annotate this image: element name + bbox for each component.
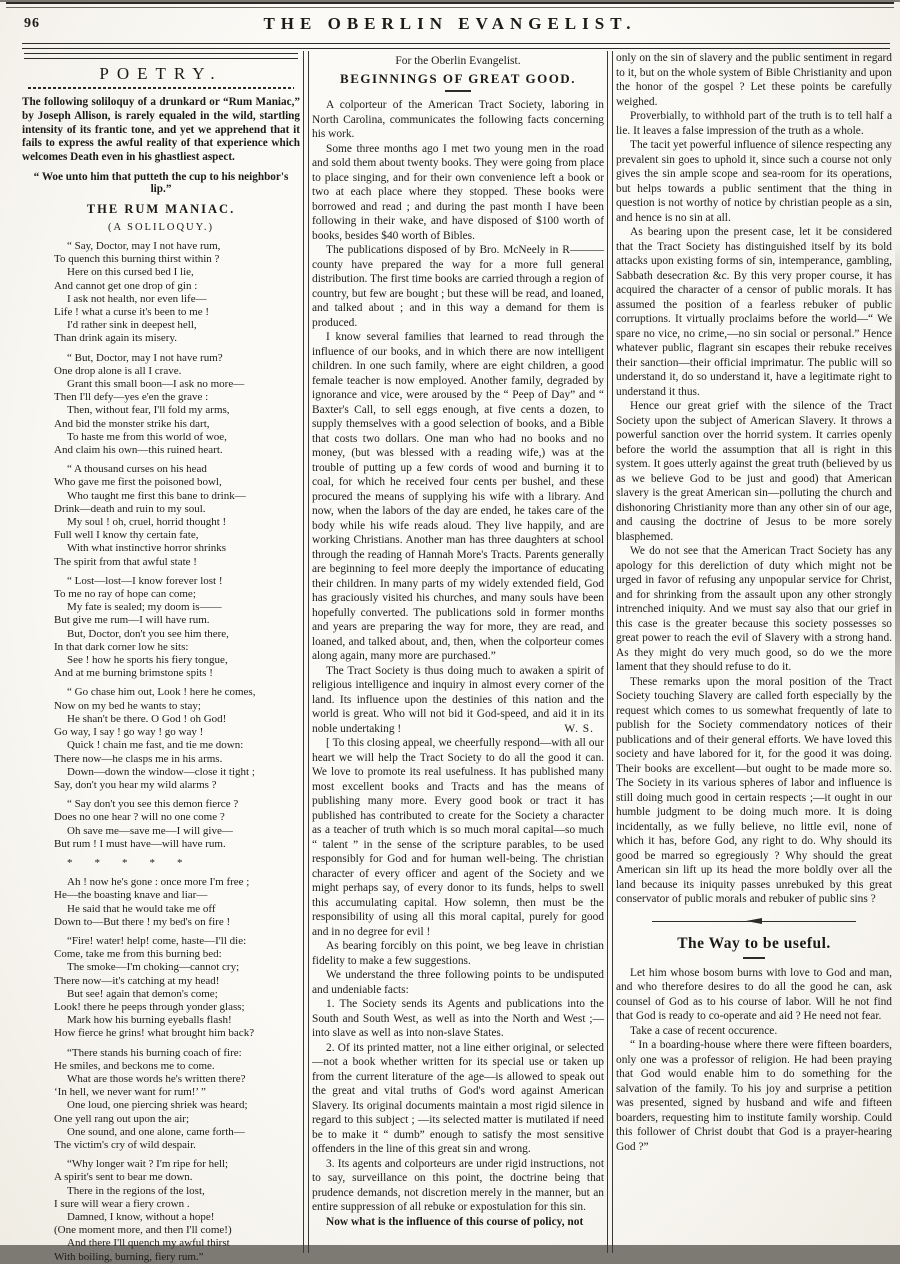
poem-line: “Fire! water! help! come, haste—I'll die: xyxy=(67,934,247,947)
poem-line: One loud, one piercing shriek was heard; xyxy=(67,1099,248,1112)
poem-line: Say, don't you hear my wild alarms ? xyxy=(54,778,217,791)
column-poetry xyxy=(22,51,300,1263)
headline-rule xyxy=(445,90,471,92)
poem-line: One sound, and one alone, came forth— xyxy=(67,1125,245,1138)
poem-line: But give me rum—I will have rum. xyxy=(54,614,210,627)
poem-stanza xyxy=(54,935,300,1041)
poem-line: “ Lost—lost—I know forever lost ! xyxy=(67,574,223,587)
poem-line: Go way, I say ! go way ! go way ! xyxy=(54,726,204,739)
article-body-continued xyxy=(312,736,604,1229)
poem-line: Look! there he peeps through yonder glass; xyxy=(54,1000,245,1013)
poem-title: THE RUM MANIAC. xyxy=(86,201,236,216)
poetry-section-heading: POETRY. xyxy=(99,64,223,83)
poem-line: “ A thousand curses on his head xyxy=(67,463,207,476)
poem-stanza xyxy=(54,352,300,458)
poem-line: One yell rang out upon the air; xyxy=(54,1112,190,1125)
poem-line: Life ! what a curse it's been to me ! xyxy=(54,306,210,318)
paragraph: The Tract Society is thus doing much to awaken a spirit of religious intelligence and inquiry in almost every corner of the land. Its influence upon the destinies of this nation and the world is great. Who will not bid it God-speed, and aid it in its noble undertaking ! xyxy=(312,664,604,735)
poetry-intro: The following soliloquy of a drunkard or “Rum Maniac,” by Joseph Allison, is rarely equaled in the wild, startling intensity of its frantic tone, and yet we apprehend that it fails to express the awful reality of that experience which welcomes Death even in his ghastliest aspect. xyxy=(22,96,300,164)
article-headline: BEGINNINGS OF GREAT GOOD. xyxy=(340,71,576,86)
poem-line: Who taught me first this bane to drink— xyxy=(67,489,246,502)
poem-stanza xyxy=(54,857,300,870)
poem-line: And bid the monster strike his dart, xyxy=(54,417,210,430)
column-article xyxy=(312,51,604,1253)
poem-line: And there I'll quench my awful thirst xyxy=(67,1237,230,1250)
poem-line: Than drink again its misery. xyxy=(54,332,178,345)
poem-line: My soul ! oh, cruel, horrid thought ! xyxy=(67,516,227,529)
poem-line: He smiles, and beckons me to come. xyxy=(54,1059,215,1072)
poem-line: But see! again that demon's come; xyxy=(67,987,218,1000)
paragraph: only on the sin of slavery and the public sentiment in regard to it, but on the whole system of Bible Christianity and upon the honor of the gospel ? Let these points be carefully weighed. xyxy=(616,52,892,108)
poem-stanza xyxy=(54,686,300,792)
page-header xyxy=(0,8,900,40)
divider-arrow-icon xyxy=(746,918,762,924)
poetry-wavy-rule xyxy=(28,87,294,89)
paragraph: Some three months ago I met two young men in the road and sold them about twenty books. They were going from place to place singing, and for their own convenience left a book or two at each place where they stopped. These books were borrowed and read ; and during the past month I have been following in their wake, and have disposed of $100 worth of books, besides $40 worth of Bibles. xyxy=(312,142,604,242)
paragraph: Now what is the influence of this course of policy, not xyxy=(326,1215,584,1228)
masthead-title: THE OBERLIN EVANGELIST. xyxy=(263,14,637,33)
poem-line: One drop alone is all I crave. xyxy=(54,364,182,377)
poem xyxy=(22,240,300,1264)
poem-stanza xyxy=(54,575,300,681)
poem-line: He said that he would take me off xyxy=(67,902,216,915)
poem-line: I ask not health, nor even life— xyxy=(67,292,207,305)
paragraph: Hence our great grief with the silence of the Tract Society upon the subject of American Slavery. It throws a powerful sanction over the horrid system. It carries openly before the world the assumption that all is right in this system. It goes utterly against the great truth (believed by us as we believe God to be just and good) that American slavery is the great American sin—polluting the church and dishonoring Christianity more than any other sin of our age, and causing the doctrine of Jesus to be more sorely blasphemed. xyxy=(616,400,892,543)
poem-line: See ! how he sports his fiery tongue, xyxy=(67,654,228,667)
paragraph: Take a case of recent occurence. xyxy=(630,1024,778,1037)
poem-line: Down—down the window—close it tight ; xyxy=(67,765,255,778)
poem-line: But, Doctor, don't you see him there, xyxy=(67,627,229,640)
poem-line: The smoke—I'm choking—cannot cry; xyxy=(67,961,240,974)
poem-subtitle: (A SOLILOQUY.) xyxy=(108,221,214,233)
column-divider-right xyxy=(607,51,613,1253)
poem-line: And cannot get one drop of gin : xyxy=(54,279,198,292)
paragraph: 2. Of its printed matter, not a line either original, or selected—not a book whether written for its special use or taken up from the current literature of the age—is allowed to speak out the great and vital truths of God's word against American Slavery. Its original documents maintain a most rigid silence in regard to this subject ; —its selected matter is mutilated if need be to make it “ dumb” enough to satisfy the most sensitive offenders in the line of this great sin and wrong. xyxy=(312,1041,604,1155)
poem-line: ‘In hell, we never want for rum!’ ” xyxy=(54,1086,206,1099)
poetry-top-rule xyxy=(24,53,298,59)
paragraph: The tacit yet powerful influence of silence respecting any prevalent sin goes to uphold it, since such a course not only gives the sin ample scope and sea-room for its operations, but helps towards a public sentiment that the thing in question is not worthy of notice by christian people as a sin, and hence is no sin at all. xyxy=(616,139,892,224)
poem-line: With what instinctive horror shrinks xyxy=(67,542,227,555)
paragraph: As bearing upon the present case, let it be considered that the Tract Society has distinguished itself by its bold attacks upon existing forms of sin, intemperance, gambling, Sabbath desecration &c. By this very proper course, it has acquired the character of a censor of public morals. It has assumed the position of a fearless rebuker of public corruptions. It virtually proclaims before the world—“ We spare no vice, no crime,—no sin social or personal.” Hence whatever public, flagrant sin escapes their rebuke receives their sanction—their official imprimatur. The public will so understand it, do so understand it, have a legitimate right to understand it thus. xyxy=(616,226,892,398)
article-body xyxy=(312,98,604,736)
paragraph: As bearing forcibly on this point, we beg leave in christian fidelity to make a few suggestions. xyxy=(312,940,604,967)
paragraph: I know several families that learned to read through the influence of our books, and in which there are now intelligent children. In one such family, where are eight children, a good female teacher is now employed. Another family, degraded by ignorance and vice, were aroused by the “ Peep of Day” and “ Baxter's Call, to sell eggs enough, at five cents a dozen, to supply themselves with a good selection of books, and a Bible that costs two dollars. One man who had no books and no money, (but was blessed with a reading wife,) was at the trouble of putting up a few cords of wood and burning it to coal, for which he received four cents per bushel, and these procured the means of supplying his wife with a library. And now, when the labors of the day are ended, he takes care of the body while his wife reads aloud. They live happily, and are working Christians. Another man has three daughters at school through the reading of Hannah More's Tracts. Parents generally are beginning to feel more deeply the importance of educating their children. In many parts of my widely extended field, God has graciously visited his churches, and many souls have been hopefully converted. The publications sold in former months and years are preparing the way for more, they are read, and loaned, and talked about, and, then, when the colporteur comes along again, many more are purchased.” xyxy=(312,331,604,662)
poem-line: Come, take me from this burning bed: xyxy=(54,948,222,961)
poem-line: “ But, Doctor, may I not have rum? xyxy=(67,351,223,364)
poem-line: My fate is sealed; my doom is—— xyxy=(67,601,222,614)
way-section-body xyxy=(616,966,892,1155)
way-heading-rule xyxy=(743,957,765,959)
paragraph: We do not see that the American Tract Society has any apology for this dereliction of duty which might not be urged in favor of refusing any unpopular service for Christ, and for shrinking from the assault upon any other strongly intrenched iniquity. And we must say also that our grief in this case is the greater because this society possesses so great power to reach the evil of Slavery with a strong hand. As they might do very much good, so do we the more lament that they should refuse to do it. xyxy=(616,545,892,673)
poem-line: Grant this small boon—I ask no more— xyxy=(67,378,245,391)
poem-line: Damned, I know, without a hope! xyxy=(67,1211,215,1223)
poem-line: To me no ray of hope can come; xyxy=(54,588,196,601)
paragraph: 1. The Society sends its Agents and publications into the South and South West, as well as into the North and West ;—into slave as well as into non-slave States. xyxy=(312,998,604,1039)
poem-line: He—the boasting knave and liar— xyxy=(54,889,208,902)
poem-line: To quench this burning thirst within ? xyxy=(54,253,220,266)
poem-stanza xyxy=(54,876,300,929)
poem-line: And claim his own—this ruined heart. xyxy=(54,444,223,457)
paragraph: We understand the three following points to be undisputed and undeniable facts: xyxy=(312,969,604,996)
column-continuation xyxy=(616,51,892,1253)
poem-stanza xyxy=(54,240,300,346)
paragraph: These remarks upon the moral position of the Tract Society touching Slavery are called forth especially by the request which comes to us somewhat frequently of late to publish for the Society commendatory notices of their publications and of their general efforts. We have loved this society and have labored for it, for the good it was doing. Their books are excellent—but ought to be made more so. The Society in its various spheres of labor and influence is still doing much good in certain respects ;—it ought in our humble judgment to be doing much more. It is doing incidentally, as we fully believe, no little evil, none of which it has, before God, any right to do. Why should its good be marred so egregiously ? Why should the great American sin lift up its head the more boldly over all the land because its iniquity passes unrebuked by this great conservator of public morals and rebuker of public sins ? xyxy=(616,675,892,905)
poem-line: The victim's cry of wild despair. xyxy=(54,1138,196,1151)
poem-line: To haste me from this world of woe, xyxy=(67,430,227,443)
poem-line: Who gave me first the poisoned bowl, xyxy=(54,476,222,489)
page-number: 96 xyxy=(24,16,40,31)
poem-line: There now—he clasps me in his arms. xyxy=(54,752,223,765)
paragraph: The publications disposed of by Bro. McNeely in R——— county have prepared the way for a more full general distribution. The first time books are carried through a region of country, but few are bought ; but these will be read, and loaned, and talked about ; and in this way a demand for them is produced. xyxy=(312,244,604,329)
poem-line: Oh save me—save me—I will give— xyxy=(67,824,233,837)
paragraph: [ To this closing appeal, we cheerfully respond—with all our heart we will help the Tract Society to do all the good it can. We love to promote its real usefulness. It has published many most excellent books and Tracts and has the means of publishing many more. Every good book or tract it has published has contributed to create for the Society a character as a teacher of truth which is so much moral capital—so much “ talent ” in the sense of the scripture parables, to be used responsibly for God and for human well-being. The christian character of every officer and agent of the Society and we might perhaps say, of every donor to its funds, helps to swell this accumulating capital. How solemn, then must be the responsibility of using all this moral capital, purely for good and in no degree for evil ! xyxy=(312,737,604,938)
poem-line: There in the regions of the lost, xyxy=(67,1184,205,1197)
article-byline: For the Oberlin Evangelist. xyxy=(395,55,521,67)
poem-line: Then I'll defy—yes e'en the grave : xyxy=(54,391,209,404)
section-divider xyxy=(652,917,856,927)
poem-line: He shan't be there. O God ! oh God! xyxy=(67,712,227,725)
poem-line: “ Go chase him out, Look ! here he comes, xyxy=(67,686,256,699)
poem-line: A spirit's sent to bear me down. xyxy=(54,1171,193,1184)
poem-line: Mark how his burning eyeballs flash! xyxy=(67,1014,232,1027)
paragraph: Let him whose bosom burns with love to God and man, and who therefore desires to do all the good he can, ask counsel of God as to his course of labor. Will he not find that God is ready to co-operate and aid ? He need not fear. xyxy=(616,966,892,1022)
poem-line: The spirit from that awful state ! xyxy=(54,555,197,568)
continuation-body xyxy=(616,51,892,907)
poem-stanza xyxy=(54,1047,300,1153)
poem-line: Down to—But there ! my bed's on fire ! xyxy=(54,915,231,928)
poem-line: Drink—death and ruin to my soul. xyxy=(54,502,206,515)
paragraph: A colporteur of the American Tract Society, laboring in North Carolina, communicates the following facts concerning his work. xyxy=(312,99,604,140)
poem-line: “Why longer wait ? I'm ripe for hell; xyxy=(67,1158,229,1171)
poem-line: Does no one hear ? will no one come ? xyxy=(54,811,225,824)
poem-line: “ Say don't you see this demon fierce ? xyxy=(67,798,239,811)
poem-line: I'd rather sink in deepest hell, xyxy=(67,319,197,332)
poem-line: But rum ! I must have—will have rum. xyxy=(54,837,226,850)
poem-line: (One moment more, and then I'll come!) xyxy=(54,1224,232,1237)
poem-line: “There stands his burning coach of fire: xyxy=(67,1046,242,1059)
poem-line: * * * * * xyxy=(67,856,183,869)
poem-stanza xyxy=(54,463,300,569)
article-signature: W. S. xyxy=(564,722,594,735)
poem-stanza xyxy=(54,798,300,851)
poem-line: Quick ! chain me fast, and tie me down: xyxy=(67,739,244,752)
poem-line: “ Say, Doctor, may I not have rum, xyxy=(67,239,221,252)
poem-line: And at me burning brimstone spits ! xyxy=(54,667,213,680)
newspaper-page xyxy=(0,2,900,1263)
scan-gutter-shadow xyxy=(895,242,900,802)
column-divider-left xyxy=(303,51,309,1253)
poem-line: In that dark corner low he sits: xyxy=(54,640,189,653)
paragraph: Proverbially, to withhold part of the truth is to tell half a lie. It leaves a false impression of the truth as a whole. xyxy=(616,110,892,137)
poem-line: How fierce he grins! what brought him back? xyxy=(54,1027,255,1040)
columns-container xyxy=(0,49,900,1263)
poem-line: I sure will wear a fiery crown . xyxy=(54,1197,190,1210)
poem-line: Full well I know thy certain fate, xyxy=(54,529,199,542)
poem-line: Here on this cursed bed I lie, xyxy=(67,266,194,279)
poem-line: What are those words he's written there? xyxy=(67,1072,246,1085)
paragraph: 3. Its agents and colporteurs are under rigid instructions, not to say, surveillance on this point, the doctrine being that prudence demands, not discretion merely in the manner, but an entire suppression of all rebuke or expostulation for this sin. xyxy=(312,1157,604,1213)
way-section-heading: The Way to be useful. xyxy=(677,934,831,952)
poem-line: Now on my bed he wants to stay; xyxy=(54,699,201,712)
poem-line: Then, without fear, I'll fold my arms, xyxy=(67,404,230,417)
poem-line: Ah ! now he's gone : once more I'm free ; xyxy=(67,876,250,889)
paragraph: “ In a boarding-house where there were fifteen boarders, only one was a professor of religion. He had been praying that God would enable him to do something for the salvation of the family. To his joy and surprise a petition was presented, signed by husband and wife and fifteen boarders, requesting him to institute family worship. Could this follower of Christ doubt that God is a prayer-hearing God ?” xyxy=(616,1039,892,1153)
poem-line: With boiling, burning, fiery rum.” xyxy=(54,1250,204,1263)
poem-stanza xyxy=(54,1158,300,1264)
poetry-epigraph: “ Woe unto him that putteth the cup to his neighbor's lip.” xyxy=(33,170,289,195)
poem-line: There now—it's catching at my head! xyxy=(54,974,220,987)
